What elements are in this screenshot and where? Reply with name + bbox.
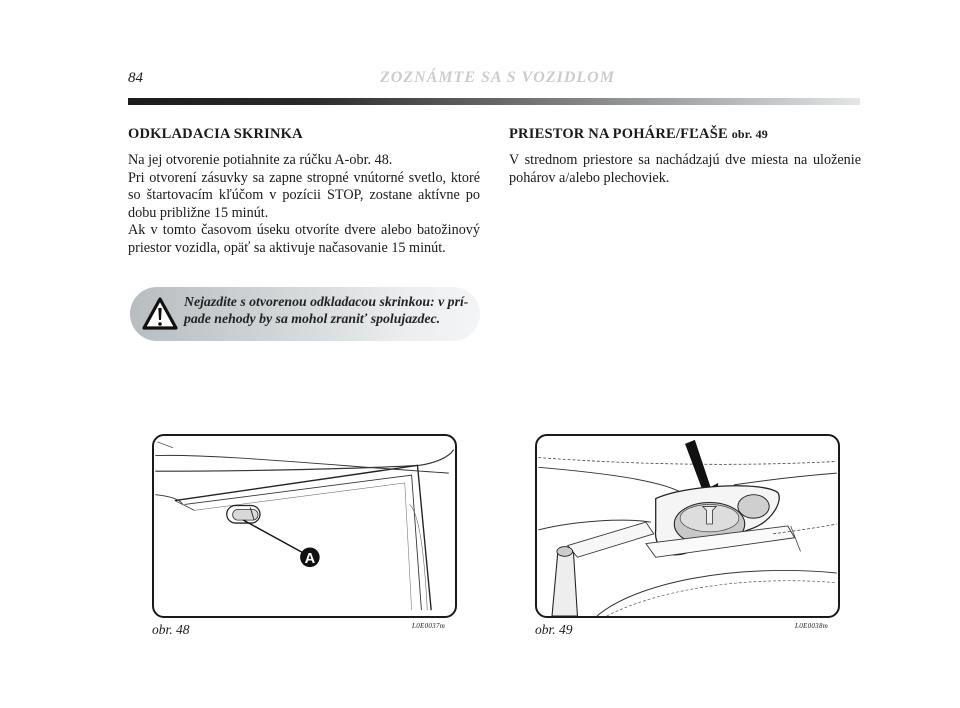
glovebox-heading: ODKLADACIA SKRINKA: [128, 126, 303, 142]
figure-48-code: L0E0037m: [412, 622, 446, 630]
warning-text: Nejazdite s otvorenou odkladacou skrinkou: v prí- pade nehody by sa mohol zraniť spolujazdec.: [184, 294, 469, 326]
header-rule: [128, 98, 860, 105]
figure-48-caption: obr. 48: [152, 622, 190, 637]
cupholder-illustration: [537, 436, 838, 616]
cupholder-heading-ref: obr. 49: [731, 127, 768, 141]
glovebox-illustration: [154, 436, 455, 616]
glovebox-text-1: Na jej otvorenie potiahnite za rúčku A-obr. 48.: [128, 152, 393, 168]
running-title: ZOZNÁMTE SA S VOZIDLOM: [380, 69, 615, 86]
figure-49-code: L0E0038m: [795, 622, 829, 630]
callout-a: A: [304, 551, 316, 568]
glovebox-text-2: Pri otvorení zásuvky sa zapne stropné vnútorné svetlo, ktoré so štartovacím kľúčom v pozícii STOP, zostane aktívne po dobu približne 15 minút.: [128, 169, 480, 221]
right-column: [509, 126, 861, 187]
figure-48: [152, 434, 457, 618]
warning-triangle-icon: [142, 297, 178, 331]
figure-49-caption: obr. 49: [535, 622, 573, 637]
left-column: [128, 126, 480, 258]
glovebox-text-3: Ak v tomto časovom úseku otvoríte dvere alebo batožinový priestor vozidla, opäť sa aktivuje načasovanie 15 minút.: [128, 222, 480, 256]
cupholder-heading-title: PRIESTOR NA POHÁRE/FĽAŠE: [509, 126, 728, 142]
cupholder-text: V strednom priestore sa nachádzajú dve miesta na uloženie pohárov a/alebo plechoviek.: [509, 152, 861, 186]
page-number: 84: [128, 70, 143, 86]
cupholder-heading: [509, 126, 861, 143]
figure-49: [535, 434, 840, 618]
warning-box: [130, 287, 480, 341]
